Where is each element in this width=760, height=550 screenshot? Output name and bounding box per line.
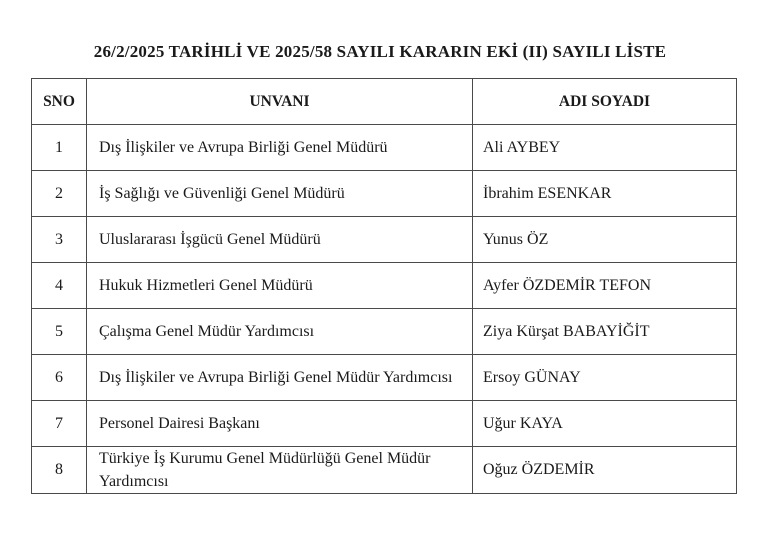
row-unvan: Personel Dairesi Başkanı [87,401,473,447]
table-row [32,447,737,494]
appointment-list-table [31,78,737,494]
row-sno: 3 [32,217,87,263]
row-adi-soyadi: İbrahim ESENKAR [473,171,737,217]
row-adi-soyadi: Uğur KAYA [473,401,737,447]
row-sno: 6 [32,355,87,401]
row-unvan: Hukuk Hizmetleri Genel Müdürü [87,263,473,309]
row-unvan: Uluslararası İşgücü Genel Müdürü [87,217,473,263]
row-adi-soyadi: Ziya Kürşat BABAYİĞİT [473,309,737,355]
row-sno: 1 [32,125,87,171]
row-adi-soyadi: Ali AYBEY [473,125,737,171]
table-row [32,263,737,309]
row-unvan: Çalışma Genel Müdür Yardımcısı [87,309,473,355]
table-header-row [32,79,737,125]
row-unvan: Dış İlişkiler ve Avrupa Birliği Genel Müdürü [87,125,473,171]
table-row [32,401,737,447]
row-adi-soyadi: Ersoy GÜNAY [473,355,737,401]
row-sno: 8 [32,447,87,494]
table-row [32,355,737,401]
row-adi-soyadi: Yunus ÖZ [473,217,737,263]
header-adi-soyadi: ADI SOYADI [473,79,737,125]
table-row [32,171,737,217]
row-sno: 4 [32,263,87,309]
table-row [32,309,737,355]
row-unvan: İş Sağlığı ve Güvenliği Genel Müdürü [87,171,473,217]
row-unvan: Türkiye İş Kurumu Genel Müdürlüğü Genel Müdür Yardımcısı [87,447,473,494]
row-sno: 5 [32,309,87,355]
row-unvan: Dış İlişkiler ve Avrupa Birliği Genel Müdür Yardımcısı [87,355,473,401]
document-title: 26/2/2025 TARİHLİ VE 2025/58 SAYILI KARARIN EKİ (II) SAYILI LİSTE [93,42,667,61]
table-row [32,125,737,171]
row-adi-soyadi: Oğuz ÖZDEMİR [473,447,737,494]
header-unvan: UNVANI [87,79,473,125]
table-row [32,217,737,263]
row-sno: 2 [32,171,87,217]
header-sno: SNO [32,79,87,125]
row-adi-soyadi: Ayfer ÖZDEMİR TEFON [473,263,737,309]
row-sno: 7 [32,401,87,447]
